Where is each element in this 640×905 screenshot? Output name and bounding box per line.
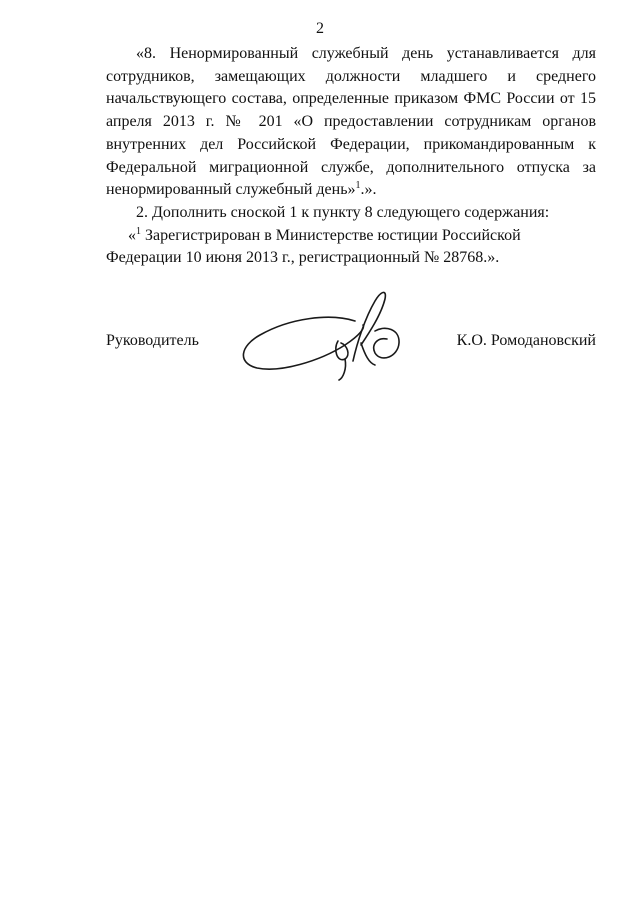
paragraph-item-8-text: «8. Ненормированный служебный день устанавливается для сотрудников, замещающих должности младшего и среднего начальствующего состава, определенные приказом ФМС России от 15 апреля 2013 г. № 201 «О предоставлении сотрудникам органов внутренних дел Российской Федерации, прикомандированным к Федеральной миграционной службе, дополнительного отпуска за ненормированный служебный день»: [106, 45, 596, 199]
paragraph-item-8-tail: .».: [360, 181, 377, 199]
signer-name: К.О. Ромодановский: [456, 332, 596, 349]
paragraph-amendment-2: 2. Дополнить сноской 1 к пункту 8 следующего содержания:: [136, 203, 550, 221]
footnote-mark: 1: [136, 225, 141, 237]
footnote-open-quote: «: [128, 226, 136, 244]
paragraph-footnote: [106, 225, 596, 270]
handwritten-signature: [235, 283, 420, 383]
document-body: [106, 43, 596, 270]
signer-title: Руководитель: [106, 332, 199, 349]
page-number: 2: [316, 20, 324, 37]
paragraph-item-8: [106, 43, 596, 202]
footnote-text: Зарегистрирован в Министерстве юстиции Российской Федерации 10 июня 2013 г., регистрационный № 28768.».: [106, 226, 521, 267]
footnote-ref: 1: [355, 180, 361, 192]
